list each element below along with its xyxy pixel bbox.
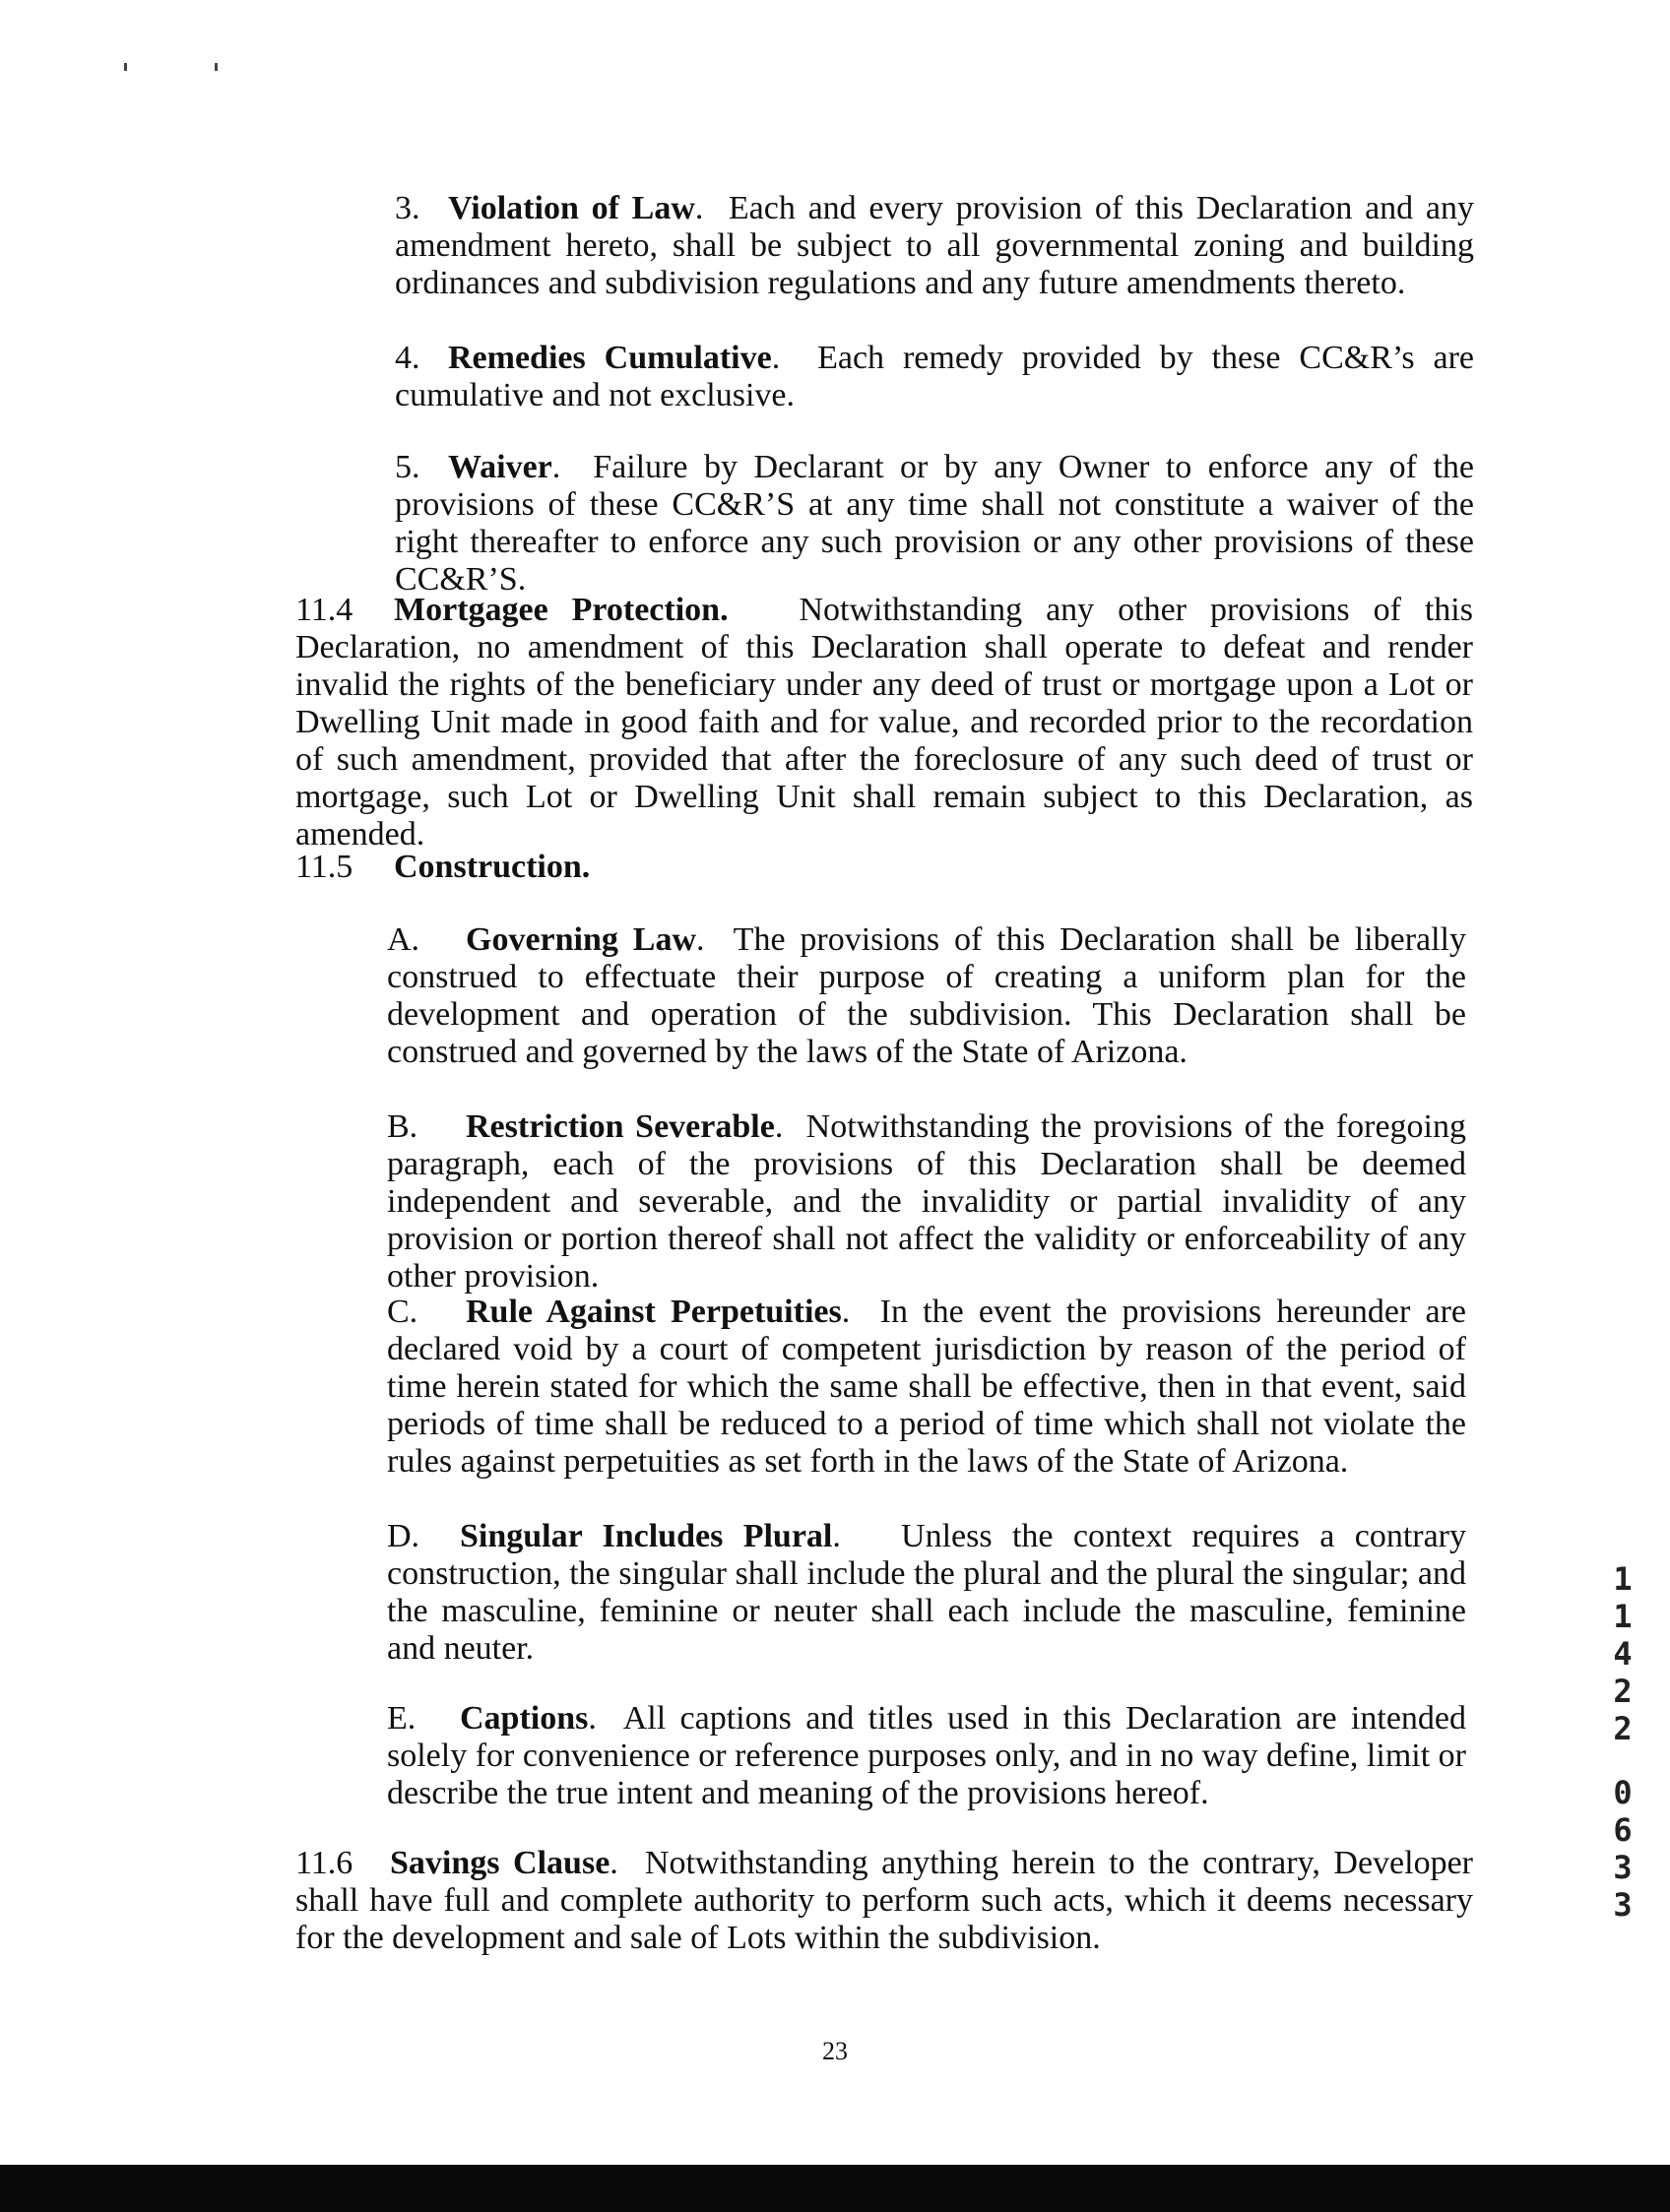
section-heading: Construction. bbox=[394, 849, 591, 885]
item-number: 5. bbox=[395, 449, 420, 485]
stamp-digit: 6 bbox=[1613, 1811, 1633, 1849]
page-number: 23 bbox=[822, 2037, 848, 2065]
item-heading: Violation of Law bbox=[448, 190, 695, 226]
scan-edge-bar bbox=[0, 2165, 1670, 2212]
item-waiver: 5. Waiver. Failure by Declarant or by any Owner to enforce any of the provisions of these CC&R’S at any time shall not constitute a waiver of the right thereafter to enforce any such provision or any other provisions of these CC&R’S. bbox=[395, 449, 1475, 598]
subitem-letter: A. bbox=[387, 921, 420, 958]
subitem-rule-against-perpetuities: C. Rule Against Perpetuities. In the event the provisions hereunder are declared void by a court of competent jurisdiction by reason of the period of time herein stated for which the same shall be effective, then in that event, said periods of time shall be reduced to a period of time which shall not violate the rules against perpetuities as set forth in the laws of the State of Arizona. bbox=[387, 1294, 1467, 1480]
stamp-digit: 1 bbox=[1613, 1560, 1633, 1598]
item-body: Each and every provision of this Declaration and any amendment hereto, shall be subject to all governmental zoning and building ordinances and subdivision regulations and any future amendments thereto. bbox=[395, 190, 1475, 301]
item-violation-of-law: 3. Violation of Law. Each and every provision of this Declaration and any amendment hereto, shall be subject to all governmental zoning and building ordinances and subdivision regulations and any future amendments thereto. bbox=[395, 190, 1475, 301]
item-heading: Waiver bbox=[448, 449, 552, 485]
subitem-heading: Governing Law bbox=[466, 921, 697, 958]
stamp-digit: 0 bbox=[1613, 1774, 1633, 1811]
subitem-body: All captions and titles used in this Declaration are intended solely for convenience or reference purposes only, and in no way define, limit or describe the true intent and meaning of the provisions hereof. bbox=[387, 1700, 1467, 1811]
section-number: 11.6 bbox=[295, 1845, 353, 1881]
recording-stamp-bottom bbox=[1605, 1774, 1640, 1924]
subitem-letter: B. bbox=[387, 1108, 418, 1145]
stamp-digit: 2 bbox=[1613, 1710, 1633, 1747]
subitem-heading: Restriction Severable bbox=[466, 1108, 775, 1145]
scan-speck bbox=[124, 63, 127, 71]
item-number: 3. bbox=[395, 190, 420, 226]
section-11-4-mortgagee-protection bbox=[295, 592, 1473, 853]
subitem-body: In the event the provisions hereunder are declared void by a court of competent jurisdiction by reason of the period of time herein stated for which the same shall be effective, then in that event, said periods of time shall be reduced to a period of time which shall not violate the rules against perpetuities as set forth in the laws of the State of Arizona. bbox=[387, 1294, 1467, 1480]
section-body: Notwithstanding anything herein to the contrary, Developer shall have full and complete authority to perform such acts, which it deems necessary for the development and sale of Lots within the subdivision. bbox=[295, 1845, 1474, 1956]
subitem-body: Unless the context requires a contrary construction, the singular shall include the plural and the plural the singular; and the masculine, feminine or neuter shall each include the masculine, feminine and neuter. bbox=[387, 1518, 1467, 1667]
subitem-heading: Rule Against Perpetuities bbox=[466, 1294, 842, 1330]
subitem-captions: E. Captions. All captions and titles used in this Declaration are intended solely for convenience or reference purposes only, and in no way define, limit or describe the true intent and meaning of the provisions hereof. bbox=[387, 1700, 1467, 1811]
section-number: 11.5 bbox=[295, 849, 353, 885]
section-heading: Mortgagee Protection. bbox=[394, 592, 729, 628]
item-heading: Remedies Cumulative bbox=[448, 340, 772, 376]
subitem-governing-law: A. Governing Law. The provisions of this Declaration shall be liberally construed to effectuate their purpose of creating a uniform plan for the development and operation of the subdivision. This Declaration shall be construed and governed by the laws of the State of Arizona. bbox=[387, 921, 1467, 1070]
section-11-6-savings-clause: 11.6 Savings Clause. Notwithstanding anything herein to the contrary, Developer shall have full and complete authority to perform such acts, which it deems necessary for the development and sale of Lots within the subdivision. bbox=[295, 1845, 1474, 1956]
subitem-heading: Singular Includes Plural bbox=[460, 1518, 833, 1554]
scan-speck bbox=[215, 63, 218, 71]
subitem-heading: Captions bbox=[460, 1700, 589, 1737]
section-11-5-construction bbox=[295, 849, 1473, 886]
item-remedies-cumulative: 4. Remedies Cumulative. Each remedy provided by these CC&R’s are cumulative and not exclusive. bbox=[395, 340, 1475, 413]
item-body: Each remedy provided by these CC&R’s are cumulative and not exclusive. bbox=[395, 340, 1475, 413]
subitem-restriction-severable: B. Restriction Severable. Notwithstanding the provisions of the foregoing paragraph, each of the provisions of this Declaration shall be deemed independent and severable, and the invalidity or partial invalidity of any provision or portion thereof shall not affect the validity or enforceability of any other provision. bbox=[387, 1108, 1466, 1295]
item-body: Failure by Declarant or by any Owner to enforce any of the provisions of these CC&R’S at any time shall not constitute a waiver of the right thereafter to enforce any such provision or any other provisions of these CC&R’S. bbox=[395, 449, 1475, 598]
section-body: Notwithstanding any other provisions of this Declaration, no amendment of this Declaration shall operate to defeat and render invalid the rights of the beneficiary under any deed of trust or mortgage upon a Lot or Dwelling Unit made in good faith and for value, and recorded prior to the recordation of such amendment, provided that after the foreclosure of any such deed of trust or mortgage, such Lot or Dwelling Unit shall remain subject to this Declaration, as amended. bbox=[295, 592, 1473, 853]
stamp-digit: 3 bbox=[1613, 1886, 1633, 1924]
stamp-digit: 1 bbox=[1613, 1598, 1633, 1635]
stamp-digit: 4 bbox=[1613, 1635, 1633, 1673]
recording-stamp-top bbox=[1605, 1560, 1640, 1747]
subitem-letter: C. bbox=[387, 1294, 418, 1330]
subitem-body: The provisions of this Declaration shall be liberally construed to effectuate their purpose of creating a uniform plan for the development and operation of the subdivision. This Declaration shall be construed and governed by the laws of the State of Arizona. bbox=[387, 921, 1467, 1070]
subitem-letter: E. bbox=[387, 1700, 417, 1737]
section-heading: Savings Clause bbox=[390, 1845, 610, 1881]
subitem-singular-includes-plural: D. Singular Includes Plural. Unless the context requires a contrary construction, the singular shall include the plural and the plural the singular; and the masculine, feminine or neuter shall each include the masculine, feminine and neuter. bbox=[387, 1518, 1467, 1667]
stamp-digit: 3 bbox=[1613, 1849, 1633, 1886]
subitem-body: Notwithstanding the provisions of the foregoing paragraph, each of the provisions of this Declaration shall be deemed independent and severable, and the invalidity or partial invalidity of any provision or portion thereof shall not affect the validity or enforceability of any other provision. bbox=[387, 1108, 1466, 1295]
subitem-letter: D. bbox=[387, 1518, 420, 1554]
section-number: 11.4 bbox=[295, 592, 353, 628]
item-number: 4. bbox=[395, 340, 420, 376]
stamp-digit: 2 bbox=[1613, 1673, 1633, 1710]
